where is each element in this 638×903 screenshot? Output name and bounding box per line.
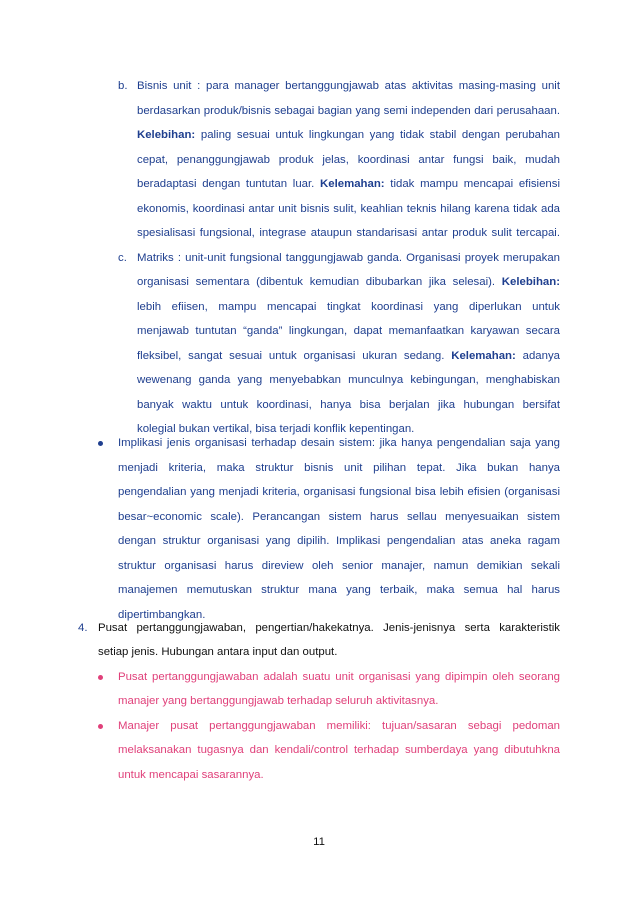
bullet-icon xyxy=(98,675,103,680)
item-b-marker: b. xyxy=(118,80,128,92)
kelemahan-label: Kelemahan: xyxy=(320,178,385,190)
section-4-marker: 4. xyxy=(78,622,88,634)
bullet-icon xyxy=(98,724,103,729)
section-4-line-1: Pusat pertanggungjawaban, pengertian/hakekatnya. Jenis-jenisnya serta karakteristik xyxy=(98,622,560,634)
item-b-line-5 xyxy=(137,177,560,191)
implikasi-line-3: pengendalian yang menjadi kriteria, organisasi fungsional bisa lebih efisien (organisasi xyxy=(118,486,560,498)
section-4-bullet-1-line-1: Pusat pertanggungjawaban adalah suatu unit organisasi yang dipimpin oleh seorang xyxy=(118,671,560,683)
kelebihan-label: Kelebihan: xyxy=(137,129,196,141)
item-c-line-5-text-b: adanya xyxy=(515,350,560,362)
kelebihan-label: Kelebihan: xyxy=(501,276,560,288)
section-4-bullet-2-line-1: Manajer pusat pertanggungjawaban memiliki: tujuan/sasaran sebagi pedoman xyxy=(118,720,560,732)
item-c-marker: c. xyxy=(118,252,127,264)
item-c-line-3: lebih efiisen, mampu mencapai tingkat koordinasi yang diperlukan untuk xyxy=(137,301,560,313)
item-c-line-1: Matriks : unit-unit fungsional tanggungjawab ganda. Organisasi proyek merupakan xyxy=(137,252,560,264)
item-b-line-3 xyxy=(137,128,560,142)
item-c-line-4: menjawab tuntutan “ganda” lingkungan, dapat memanfaatkan karyawan secara xyxy=(137,325,560,337)
item-c-line-7: banyak waktu untuk koordinasi, hanya bisa berjalan jika hubungan bersifat xyxy=(137,399,560,411)
implikasi-line-6: struktur organisasi harus direview oleh senior manajer, namun demikian sekali xyxy=(118,560,560,572)
implikasi-line-4: besar~economic scale). Perancangan sistem harus sellau menyesuaikan sistem xyxy=(118,511,560,523)
item-b-line-6: ekonomis, koordinasi antar unit bisnis sulit, keahlian teknis hilang karena tidak ada xyxy=(137,203,560,215)
kelemahan-label: Kelemahan: xyxy=(451,350,516,362)
implikasi-line-7: manajemen memutuskan struktur mana yang terbaik, maka semua hal harus xyxy=(118,584,560,596)
bullet-icon xyxy=(98,441,103,446)
item-b-line-2: berdasarkan produk/bisnis sebagai bagian yang semi independen dari perusahaan. xyxy=(137,105,560,117)
section-4-bullet-2-line-3: untuk mencapai sasarannya. xyxy=(118,769,264,781)
implikasi-line-2: menjadi kriteria, maka struktur bisnis unit pilihan tepat. Jika bukan hanya xyxy=(118,462,560,474)
item-c-line-8: kolegial bukan vertikal, bisa terjadi konflik kepentingan. xyxy=(137,423,415,435)
item-c-line-6: wewenang ganda yang menyebabkan munculnya kebingungan, menghabiskan xyxy=(137,374,560,386)
section-4-line-2: setiap jenis. Hubungan antara input dan output. xyxy=(98,646,338,658)
item-b-line-5-text-b: tidak mampu mencapai efisiensi xyxy=(384,178,560,190)
implikasi-line-5: dengan struktur organisasi yang dipilih. Implikasi pengendalian atas aneka ragam xyxy=(118,535,560,547)
item-c-line-2 xyxy=(137,275,560,289)
item-b-line-3-text: paling sesuai untuk lingkungan yang tidak stabil dengan perubahan xyxy=(195,129,560,141)
item-b-line-7: spesialisasi fungsional, integrase ataupun standarisasi antar produk sulit tercapai. xyxy=(137,227,560,239)
item-b-line-5-text-a: beradaptasi dengan tuntutan luar. xyxy=(137,178,321,190)
page-number: 11 xyxy=(313,836,325,848)
item-b-line-1: Bisnis unit : para manager bertanggungjawab atas aktivitas masing-masing unit xyxy=(137,80,560,92)
implikasi-line-1: Implikasi jenis organisasi terhadap desain sistem: jika hanya pengendalian saja yang xyxy=(118,437,560,449)
item-c-line-2-text: organisasi sementara (dibentuk kemudian dibubarkan jika selesai). xyxy=(137,276,502,288)
item-c-line-5 xyxy=(137,349,560,363)
section-4-bullet-1-line-2: manajer yang bertanggungjawab terhadap seluruh aktivitasnya. xyxy=(118,695,439,707)
item-b-line-4: cepat, penanggungjawab produk jelas, koordinasi antar fungsi baik, mudah xyxy=(137,154,560,166)
item-c-line-5-text-a: fleksibel, sangat sesuai untuk organisasi ukuran sedang. xyxy=(137,350,452,362)
section-4-bullet-2-line-2: melaksanakan tugasnya dan kendali/control terhadap sumberdaya yang dibutuhkna xyxy=(118,744,560,756)
implikasi-line-8: dipertimbangkan. xyxy=(118,609,206,621)
